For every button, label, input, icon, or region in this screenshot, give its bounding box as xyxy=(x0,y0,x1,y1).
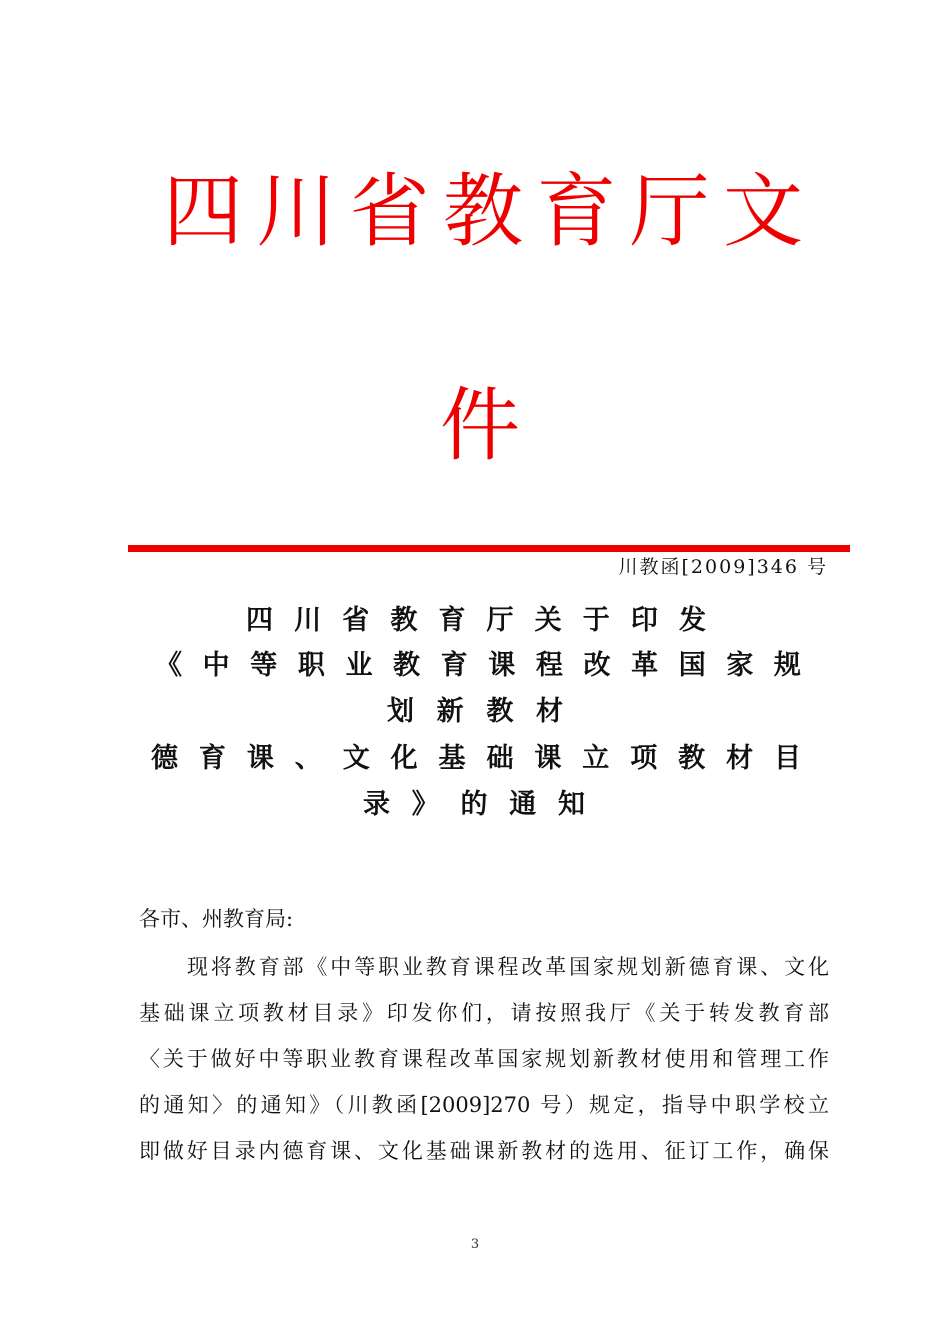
title-char: 省 xyxy=(342,605,370,636)
title-char: 课 xyxy=(534,743,562,774)
body-line: 的通知〉的通知》（川教函[2009]270 号）规定，指导中职学校立 xyxy=(139,1093,829,1117)
document-number: 川教函[2009]346 号 xyxy=(618,556,828,578)
title-char: 的 xyxy=(460,789,488,820)
title-char: 革 xyxy=(631,650,659,681)
title-char: 印 xyxy=(630,605,658,636)
title-char: 新 xyxy=(436,696,464,727)
salutation: 各市、州教育局: xyxy=(139,907,294,931)
title-char: 等 xyxy=(250,650,278,681)
title-char: 材 xyxy=(535,696,563,727)
title-line-4 xyxy=(151,745,801,772)
title-char: 材 xyxy=(726,743,754,774)
title-char: 中 xyxy=(202,650,230,681)
title-char: 项 xyxy=(630,743,658,774)
page-number: 3 xyxy=(470,1237,480,1252)
header-char: 件 xyxy=(440,379,520,472)
title-char: 课 xyxy=(246,743,274,774)
body-line: 现将教育部《中等职业教育课程改革国家规划新德育课、文化 xyxy=(187,955,829,979)
header-char: 教 xyxy=(442,165,523,258)
title-char: 家 xyxy=(726,650,754,681)
title-char: 川 xyxy=(294,605,322,636)
title-char: 教 xyxy=(390,605,418,636)
header-char: 文 xyxy=(722,165,803,258)
title-char: 础 xyxy=(486,743,514,774)
header-char: 育 xyxy=(536,165,617,258)
title-char: 》 xyxy=(411,789,439,820)
title-char: 教 xyxy=(486,696,514,727)
title-char: 四 xyxy=(246,605,273,636)
title-line-1 xyxy=(246,607,706,634)
title-line-3 xyxy=(387,698,563,725)
header-char: 四 xyxy=(163,165,243,258)
header-char: 省 xyxy=(349,165,430,258)
document-header-line-2 xyxy=(440,379,520,472)
header-char: 厅 xyxy=(629,165,710,258)
title-char: 改 xyxy=(583,650,611,681)
document-header-line-1 xyxy=(163,165,803,258)
title-char: 录 xyxy=(363,789,390,820)
title-line-2 xyxy=(155,652,801,679)
title-char: 目 xyxy=(773,743,801,774)
title-char: 教 xyxy=(393,650,421,681)
title-char: 规 xyxy=(773,650,801,681)
body-line: 〈关于做好中等职业教育课程改革国家规划新教材使用和管理工作 xyxy=(139,1047,829,1071)
title-char: 、 xyxy=(294,743,322,774)
title-char: 国 xyxy=(678,650,706,681)
title-char: 于 xyxy=(582,605,610,636)
title-char: 育 xyxy=(198,743,226,774)
title-char: 教 xyxy=(678,743,706,774)
title-char: 基 xyxy=(438,743,466,774)
body-line: 即做好目录内德育课、文化基础课新教材的选用、征订工作，确保 xyxy=(139,1139,829,1163)
title-char: 厅 xyxy=(486,605,514,636)
body-line: 基础课立项教材目录》印发你们，请按照我厅《关于转发教育部 xyxy=(139,1001,829,1025)
title-char: 立 xyxy=(582,743,610,774)
title-char: 课 xyxy=(488,650,516,681)
title-char: 德 xyxy=(151,743,178,774)
title-char: 通 xyxy=(509,789,537,820)
header-red-rule xyxy=(128,545,850,552)
title-char: 化 xyxy=(390,743,418,774)
title-char: 《 xyxy=(155,650,182,681)
title-char: 育 xyxy=(438,605,466,636)
title-char: 发 xyxy=(678,605,706,636)
title-char: 关 xyxy=(534,605,562,636)
title-char: 文 xyxy=(342,743,370,774)
title-char: 职 xyxy=(297,650,325,681)
title-char: 划 xyxy=(387,696,414,727)
title-char: 育 xyxy=(440,650,468,681)
title-char: 业 xyxy=(345,650,373,681)
header-char: 川 xyxy=(256,165,337,258)
title-char: 程 xyxy=(535,650,563,681)
title-line-5 xyxy=(363,791,585,818)
title-char: 知 xyxy=(558,789,585,820)
